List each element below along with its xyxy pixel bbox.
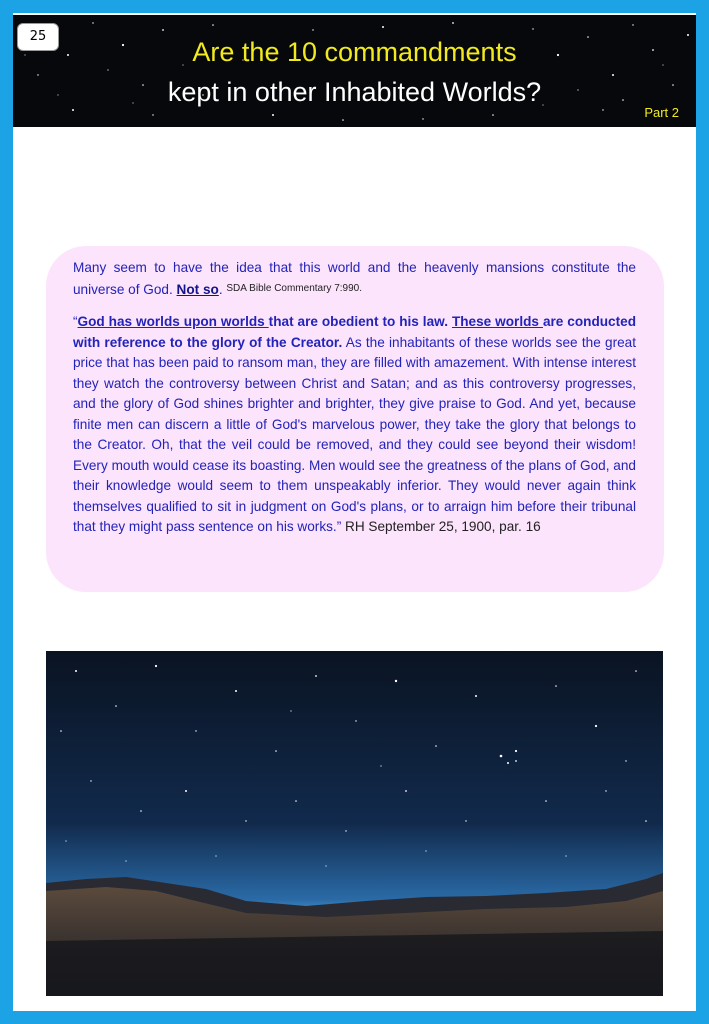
intro-text: Many seem to have the idea that this world and the heavenly mansions constitute the universe of God. xyxy=(73,260,636,297)
title-line-2: kept in other Inhabited Worlds? xyxy=(167,77,542,107)
bold-underline-1: God has worlds upon worlds xyxy=(77,314,269,329)
quote-body: As the inhabitants of these worlds see the great price that has been paid to ransom man, they are filled with amazement. With intense interest they watch the controversy between Christ and Satan; and as this controversy progresses, and the glory of God shines brighter and brighter, they give praise to God. And yet, because finite men can discern a little of God's marvelous power, they take the glory that belongs to the Creator. Oh, that the veil could be removed, and they could see beyond their wisdom! Every mouth would cease its boasting. Men would see the greatness of the plans of God, and their knowledge would seem to them unspeakably inferior. They would never again think themselves qualified to sit in judgment on God's plans, or to arraign him before their tribunal that they might pass sentence on his works.” xyxy=(73,334,636,534)
bold-text-1: that are obedient to his law. xyxy=(268,314,448,329)
intro-reference: SDA Bible Commentary 7:990. xyxy=(226,282,363,294)
bold-text-2: are conducted with reference to the glory of the Creator. xyxy=(73,314,637,350)
quote-paragraph xyxy=(73,312,636,538)
starfield-background xyxy=(13,15,696,127)
night-sky-illustration xyxy=(46,651,663,996)
page-number: 25 xyxy=(17,23,59,51)
quote-box xyxy=(46,246,664,592)
night-sky-landscape-image xyxy=(46,651,663,996)
title-line-1: Are the 10 commandments xyxy=(192,37,517,67)
quote-content xyxy=(73,258,636,538)
part-label: Part 2 xyxy=(644,105,679,120)
quote-reference: RH September 25, 1900, par. 16 xyxy=(341,519,541,534)
page xyxy=(13,13,696,1011)
intro-period: . xyxy=(218,281,223,297)
open-quote: “ xyxy=(73,314,78,329)
header-banner xyxy=(13,15,696,127)
bold-underline-2: These worlds xyxy=(451,314,543,329)
intro-emphasis: Not so xyxy=(176,281,219,297)
intro-paragraph xyxy=(73,258,636,300)
